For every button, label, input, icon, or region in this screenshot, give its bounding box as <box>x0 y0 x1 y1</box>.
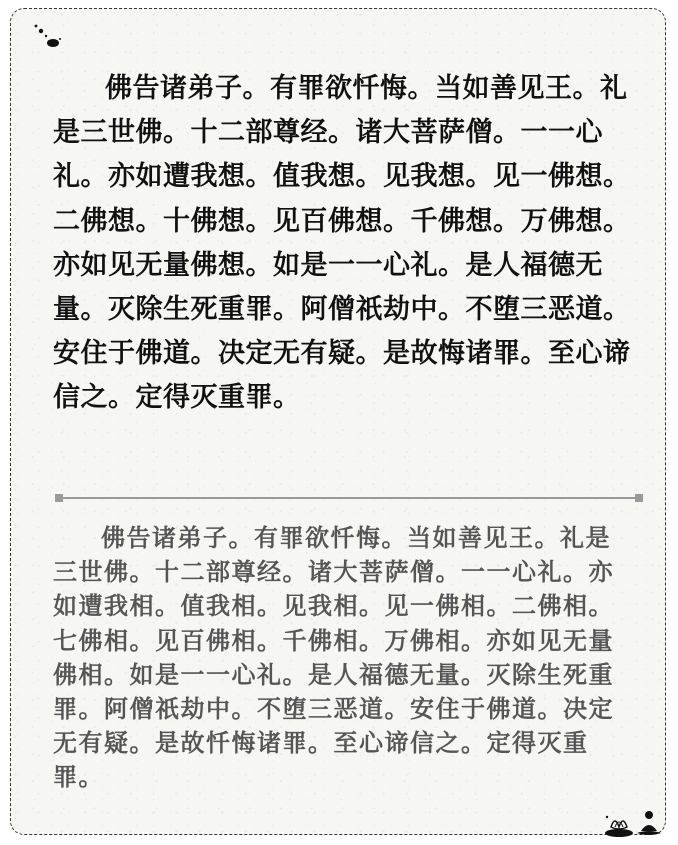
scripture-card <box>10 8 666 835</box>
scripture-passage-top: 佛告诸弟子。有罪欲忏悔。当如善见王。礼是三世佛。十二部尊经。诸大菩萨僧。一一心礼。亦如遭我想。值我想。见我想。见一佛想。二佛想。十佛想。见百佛想。千佛想。万佛想。亦如见无量佛想。如是一一心礼。是人福德无量。灭除生死重罪。阿僧祇劫中。不堕三恶道。安住于佛道。决定无有疑。是故悔诸罪。至心谛信之。定得灭重罪。 <box>53 73 631 414</box>
section-divider <box>55 494 643 502</box>
scripture-passage-bottom: 佛告诸弟子。有罪欲忏悔。当如善见王。礼是三世佛。十二部尊经。诸大菩萨僧。一一心礼。亦如遭我相。值我相。见我相。见一佛相。二佛相。七佛相。见百佛相。千佛相。万佛相。亦如见无量佛相。如是一一心礼。是人福德无量。灭除生死重罪。阿僧祇劫中。不堕三恶道。安住于佛道。决定无有疑。是故忏悔诸罪。至心谛信之。定得灭重罪。 <box>53 523 614 792</box>
lotus-meditator-icon <box>601 799 671 843</box>
ink-splash-icon <box>29 21 69 53</box>
